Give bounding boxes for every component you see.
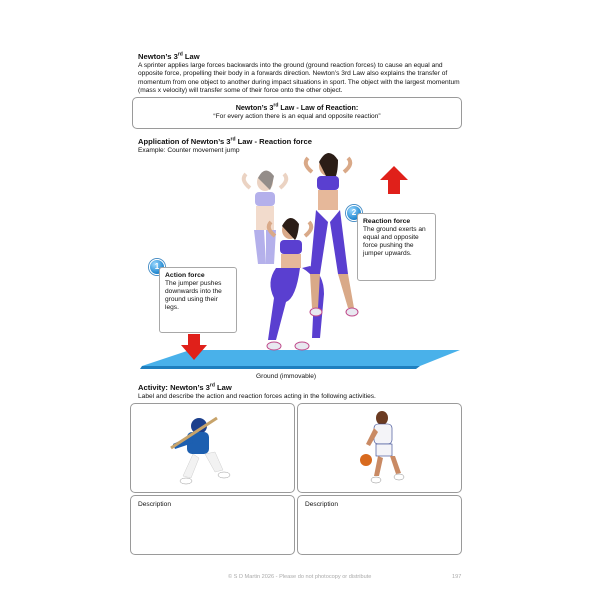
reaction-force-callout [357, 213, 436, 281]
application-example: Example: Counter movement jump [138, 147, 240, 154]
application-title: Application of Newton’s 3rd Law - Reaction force [138, 136, 312, 146]
law-box-quote: “For every action there is an equal and opposite reaction” [213, 113, 381, 120]
activity-instructions: Label and describe the action and reaction forces acting in the following activities. [138, 393, 376, 400]
footer-copyright: © S D Martin 2026 - Please do not photocopy or distribute [228, 574, 372, 580]
page-number: 197 [452, 574, 462, 580]
up-arrow-icon [380, 166, 408, 194]
jumper-figure-airborne [306, 153, 358, 316]
description-box-right[interactable] [297, 495, 462, 555]
description-label-left: Description [138, 501, 171, 508]
jumper-figure-faded [244, 170, 287, 264]
badge-2: 2 [346, 205, 362, 221]
intro-paragraph: A sprinter applies large forces backwards into the ground (ground reaction forces) to cause an equal and opposite force, propelling their body in a forwards direction. Newton’s 3rd Law also explains the transfer of momentum from one object to another during impact situations in sport. The object with the largest momentum (mass x velocity) will transfer some of their force onto the other object. [138, 62, 460, 94]
cricket-player-image [131, 404, 294, 492]
basketball-image-box [297, 403, 462, 493]
action-force-text: The jumper pushes downwards into the ground using their legs. [165, 280, 222, 311]
law-box-title: Newton’s 3rd Law - Law of Reaction: [235, 102, 359, 112]
action-force-callout [159, 267, 237, 333]
ground-label: Ground (immovable) [256, 373, 317, 380]
badge-1: 1 [149, 259, 165, 275]
basketball-player-image [298, 404, 461, 492]
cricket-image-box [130, 403, 295, 493]
activity-title: Activity: Newton’s 3rd Law [138, 382, 232, 392]
ground-edge [140, 366, 420, 369]
description-label-right: Description [305, 501, 338, 508]
description-box-left[interactable] [130, 495, 295, 555]
law-box [132, 97, 462, 129]
reaction-force-text: The ground exerts an equal and opposite force pushing the jumper upwards. [363, 226, 426, 257]
reaction-force-heading: Reaction force [363, 218, 411, 225]
section-title: Newton’s 3rd Law [138, 51, 200, 61]
action-force-heading: Action force [165, 272, 205, 279]
